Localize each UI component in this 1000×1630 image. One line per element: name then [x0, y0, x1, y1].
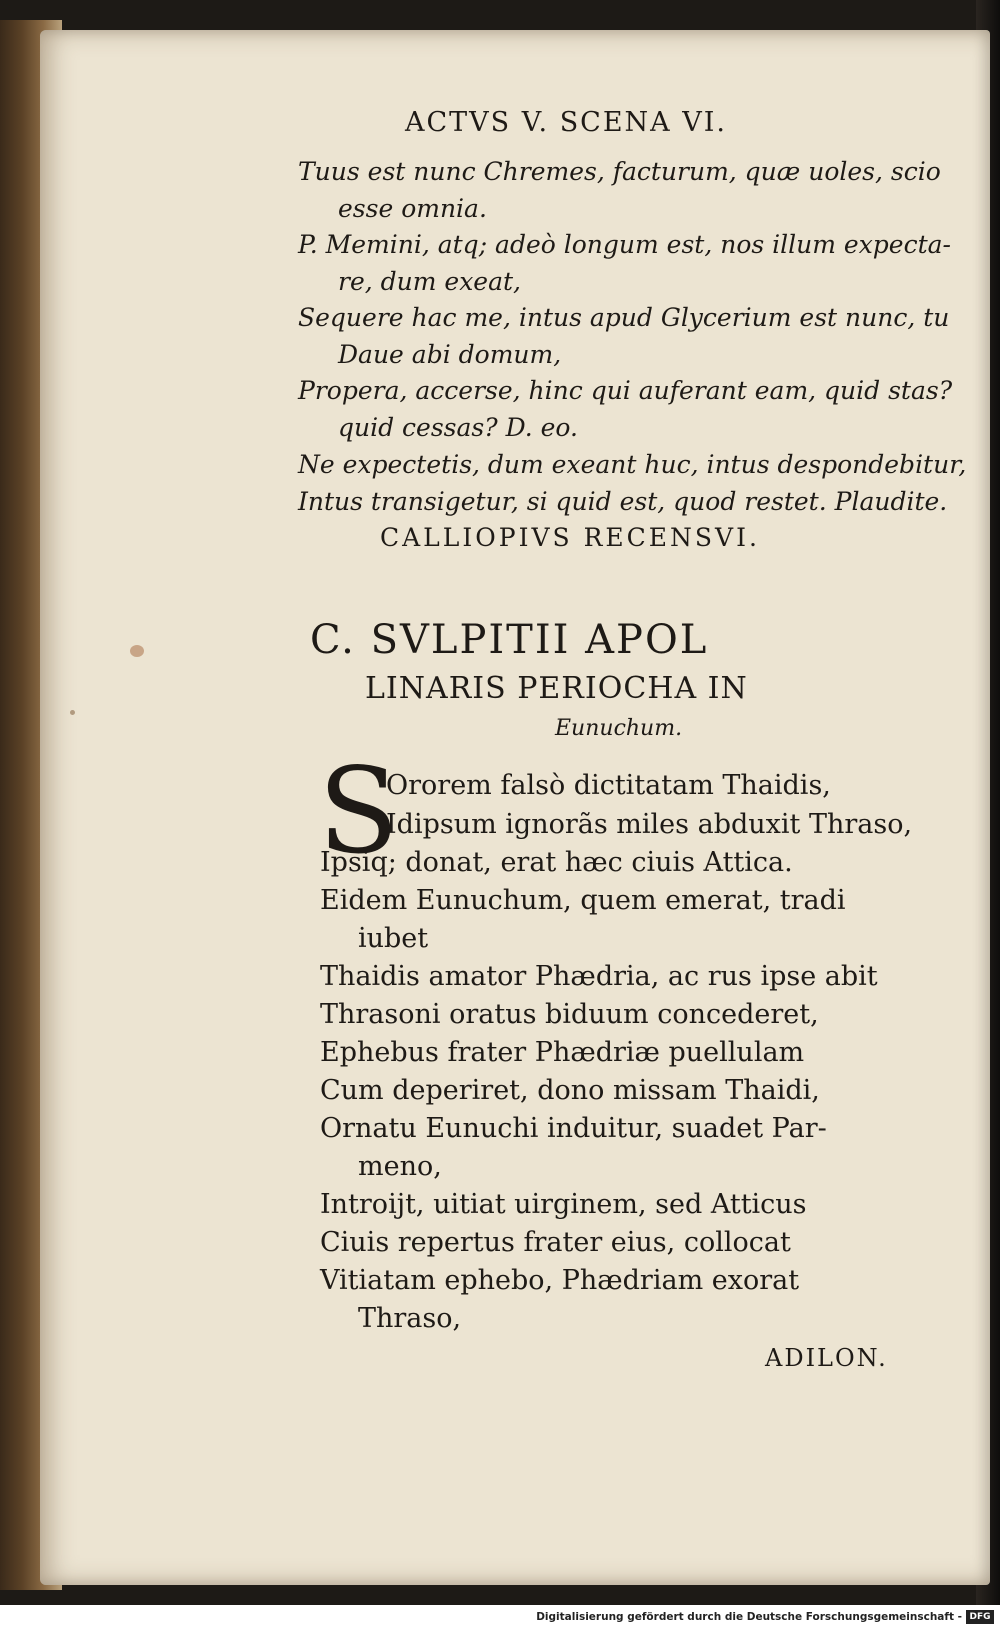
dfg-logo: DFG	[966, 1610, 994, 1624]
footer-bar	[0, 1605, 1000, 1630]
periocha-title-line-3: Eunuchum.	[555, 716, 683, 741]
verse-line: Cum deperiret, dono missam Thaidi,	[320, 1075, 820, 1106]
text-line: Sequere hac me, intus apud Glycerium est nunc, tu	[298, 303, 950, 332]
text-line: Daue abi domum,	[338, 340, 562, 369]
verse-line: iubet	[358, 923, 429, 954]
text-line: Ne expectetis, dum exeant huc, intus despondebitur,	[298, 450, 967, 479]
ink-stain	[130, 645, 144, 657]
verse-line: Thraso,	[358, 1303, 462, 1334]
verse-line: Ornatu Eunuchi induitur, suadet Par-	[320, 1113, 827, 1144]
verse-line: Introijt, uitiat uirginem, sed Atticus	[320, 1189, 807, 1220]
recensui-line: CALLIOPIVS RECENSVI.	[380, 523, 760, 552]
periocha-title-line-2: LINARIS PERIOCHA IN	[365, 671, 748, 706]
verse-line: Thaidis amator Phædria, ac rus ipse abit	[320, 961, 878, 992]
verse-line: Eidem Eunuchum, quem emerat, tradi	[320, 885, 846, 916]
text-line: re, dum exeat,	[338, 267, 521, 296]
footer-credit: Digitalisierung gefördert durch die Deutsche Forschungsgemeinschaft -	[536, 1611, 962, 1623]
text-line: Tuus est nunc Chremes, facturum, quæ uoles, scio	[298, 157, 941, 186]
drop-initial: S	[318, 742, 399, 880]
verse-line: Ipsiq; donat, erat hæc ciuis Attica.	[320, 847, 793, 878]
text-line: P. Memini, atq; adeò longum est, nos illum expecta-	[298, 230, 951, 259]
verse-line: Idipsum ignorãs miles abduxit Thraso,	[386, 809, 913, 840]
verse-line: Vitiatam ephebo, Phædriam exorat	[320, 1265, 800, 1296]
text-line: quid cessas? D. eo.	[338, 413, 578, 442]
periocha-title-line-1: C. SVLPITII APOL	[310, 617, 709, 663]
verse-line: Thrasoni oratus biduum concederet,	[320, 999, 819, 1030]
verse-line: Ororem falsò dictitatam Thaidis,	[386, 770, 831, 801]
running-title: ACTVS V. SCENA VI.	[405, 107, 728, 138]
text-line: Intus transigetur, si quid est, quod restet. Plaudite.	[298, 487, 948, 516]
ink-stain	[70, 710, 75, 715]
text-line: esse omnia.	[338, 194, 487, 223]
text-line: Propera, accerse, hinc qui auferant eam, quid stas?	[298, 376, 953, 405]
verse-line: meno,	[358, 1151, 442, 1182]
verse-line: Ciuis repertus frater eius, collocat	[320, 1227, 791, 1258]
verse-line: Ephebus frater Phædriæ puellulam	[320, 1037, 805, 1068]
catchword: ADILON.	[765, 1344, 888, 1372]
